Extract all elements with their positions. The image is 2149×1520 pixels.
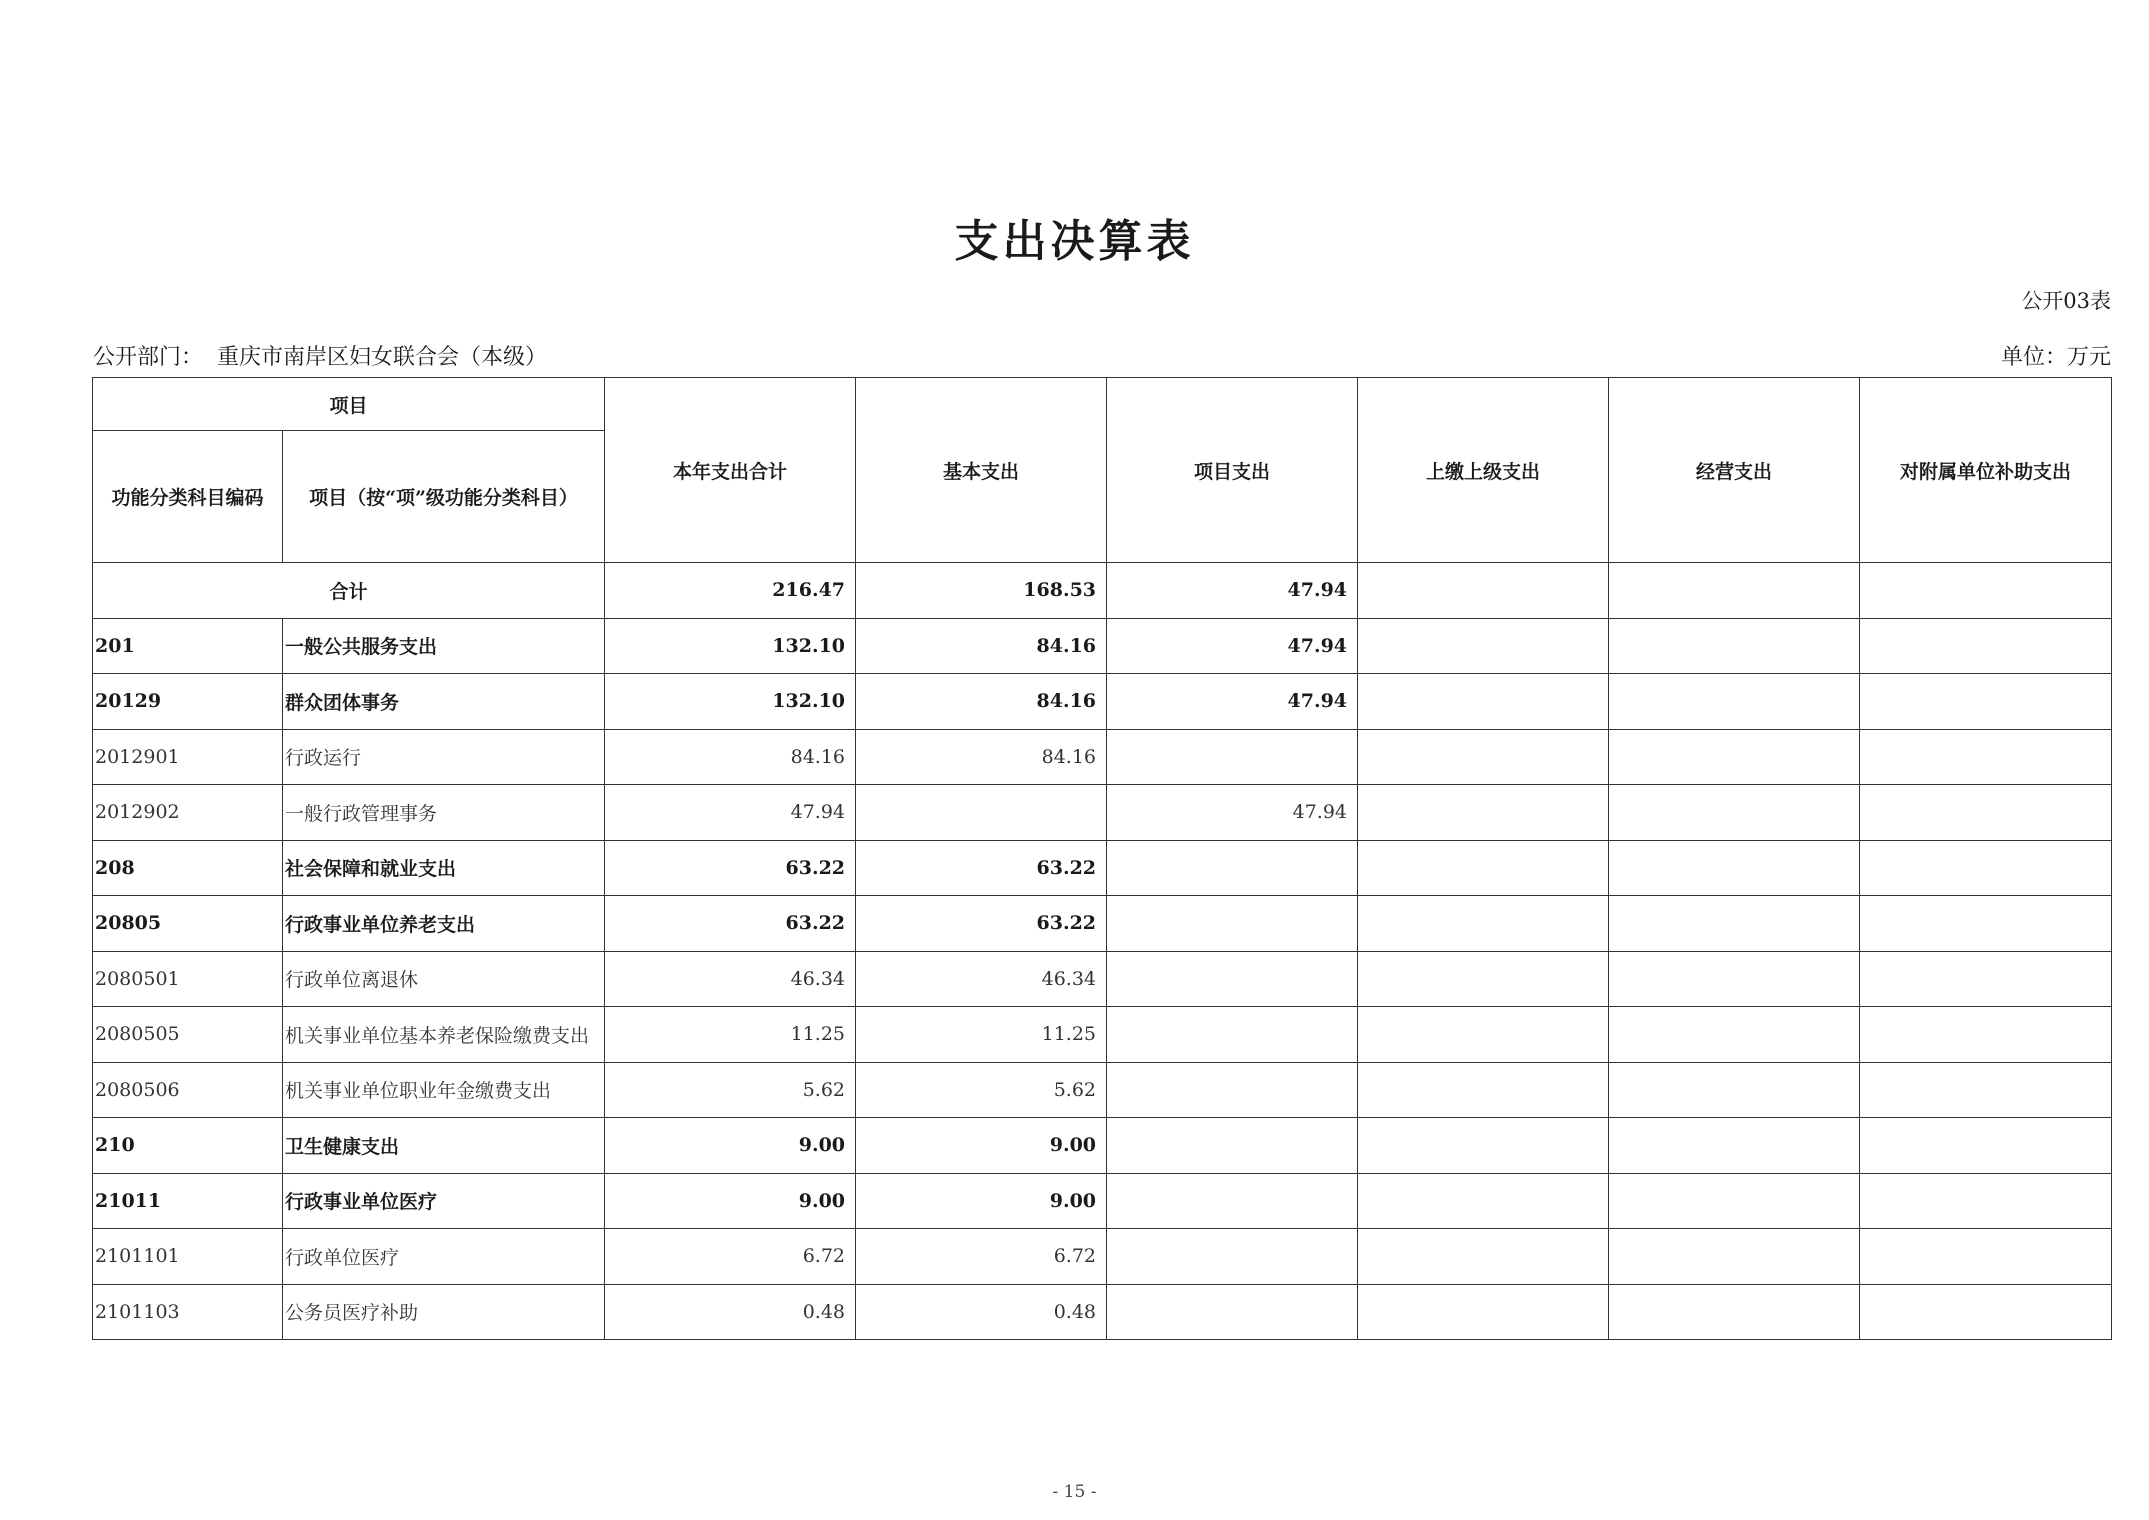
header-code: 功能分类科目编码 bbox=[93, 431, 283, 563]
table-row bbox=[93, 1229, 2112, 1285]
row-subsidy bbox=[1860, 729, 2112, 785]
row-subsidy bbox=[1860, 1118, 2112, 1174]
table-row bbox=[93, 951, 2112, 1007]
row-code: 2012902 bbox=[93, 785, 283, 841]
header-name: 项目（按“项”级功能分类科目） bbox=[283, 431, 605, 563]
row-project bbox=[1107, 729, 1358, 785]
row-project bbox=[1107, 1062, 1358, 1118]
row-name: 行政运行 bbox=[283, 729, 605, 785]
row-basic: 6.72 bbox=[856, 1229, 1107, 1285]
row-subsidy bbox=[1860, 840, 2112, 896]
row-business bbox=[1609, 618, 1860, 674]
row-code: 201 bbox=[93, 618, 283, 674]
row-upper bbox=[1358, 1062, 1609, 1118]
table-row bbox=[93, 674, 2112, 730]
row-business bbox=[1609, 674, 1860, 730]
row-project bbox=[1107, 1173, 1358, 1229]
row-upper bbox=[1358, 1284, 1609, 1340]
row-business bbox=[1609, 1062, 1860, 1118]
department-name: 重庆市南岸区妇女联合会（本级） bbox=[217, 345, 548, 370]
row-upper bbox=[1358, 1118, 1609, 1174]
row-code: 2101103 bbox=[93, 1284, 283, 1340]
row-business bbox=[1609, 1118, 1860, 1174]
table-row bbox=[93, 896, 2112, 952]
row-name: 卫生健康支出 bbox=[283, 1118, 605, 1174]
total-row bbox=[93, 563, 2112, 619]
row-subsidy bbox=[1860, 1062, 2112, 1118]
row-basic: 11.25 bbox=[856, 1007, 1107, 1063]
row-name: 机关事业单位职业年金缴费支出 bbox=[283, 1062, 605, 1118]
row-basic: 5.62 bbox=[856, 1062, 1107, 1118]
row-name: 行政事业单位养老支出 bbox=[283, 896, 605, 952]
row-code: 20129 bbox=[93, 674, 283, 730]
department-line bbox=[93, 340, 547, 371]
row-business bbox=[1609, 1007, 1860, 1063]
table-row bbox=[93, 1007, 2112, 1063]
row-project bbox=[1107, 840, 1358, 896]
expenditure-table bbox=[92, 377, 2112, 1340]
row-project bbox=[1107, 1284, 1358, 1340]
row-upper bbox=[1358, 1007, 1609, 1063]
row-subsidy bbox=[1860, 951, 2112, 1007]
header-basic: 基本支出 bbox=[856, 378, 1107, 563]
table-row bbox=[93, 1118, 2112, 1174]
row-upper bbox=[1358, 951, 1609, 1007]
header-subsidy: 对附属单位补助支出 bbox=[1860, 378, 2112, 563]
row-name: 社会保障和就业支出 bbox=[283, 840, 605, 896]
row-project bbox=[1107, 1118, 1358, 1174]
row-project bbox=[1107, 1229, 1358, 1285]
header-total: 本年支出合计 bbox=[605, 378, 856, 563]
row-total: 0.48 bbox=[605, 1284, 856, 1340]
row-basic: 84.16 bbox=[856, 674, 1107, 730]
row-name: 机关事业单位基本养老保险缴费支出 bbox=[283, 1007, 605, 1063]
row-name: 一般公共服务支出 bbox=[283, 618, 605, 674]
page-title: 支出决算表 bbox=[954, 216, 1195, 267]
row-total: 6.72 bbox=[605, 1229, 856, 1285]
table-row bbox=[93, 1173, 2112, 1229]
row-basic: 0.48 bbox=[856, 1284, 1107, 1340]
row-total: 84.16 bbox=[605, 729, 856, 785]
total-subsidy bbox=[1860, 563, 2112, 619]
row-total: 132.10 bbox=[605, 618, 856, 674]
row-basic: 84.16 bbox=[856, 618, 1107, 674]
row-name: 群众团体事务 bbox=[283, 674, 605, 730]
row-subsidy bbox=[1860, 674, 2112, 730]
row-name: 行政事业单位医疗 bbox=[283, 1173, 605, 1229]
form-number: 公开03表 bbox=[2021, 289, 2111, 313]
row-business bbox=[1609, 729, 1860, 785]
row-basic: 63.22 bbox=[856, 840, 1107, 896]
row-project: 47.94 bbox=[1107, 618, 1358, 674]
row-code: 2080506 bbox=[93, 1062, 283, 1118]
row-total: 9.00 bbox=[605, 1118, 856, 1174]
row-total: 132.10 bbox=[605, 674, 856, 730]
row-project bbox=[1107, 951, 1358, 1007]
row-total: 63.22 bbox=[605, 896, 856, 952]
row-basic: 9.00 bbox=[856, 1173, 1107, 1229]
header-project: 项目 bbox=[93, 378, 605, 431]
row-business bbox=[1609, 1173, 1860, 1229]
row-upper bbox=[1358, 840, 1609, 896]
row-code: 2012901 bbox=[93, 729, 283, 785]
row-subsidy bbox=[1860, 1229, 2112, 1285]
total-business bbox=[1609, 563, 1860, 619]
row-code: 2080501 bbox=[93, 951, 283, 1007]
row-subsidy bbox=[1860, 1284, 2112, 1340]
row-business bbox=[1609, 1229, 1860, 1285]
row-name: 一般行政管理事务 bbox=[283, 785, 605, 841]
row-total: 46.34 bbox=[605, 951, 856, 1007]
row-project bbox=[1107, 1007, 1358, 1063]
row-total: 5.62 bbox=[605, 1062, 856, 1118]
row-code: 208 bbox=[93, 840, 283, 896]
total-project: 47.94 bbox=[1107, 563, 1358, 619]
row-code: 2101101 bbox=[93, 1229, 283, 1285]
row-upper bbox=[1358, 896, 1609, 952]
table-row bbox=[93, 729, 2112, 785]
row-total: 63.22 bbox=[605, 840, 856, 896]
row-upper bbox=[1358, 1173, 1609, 1229]
row-subsidy bbox=[1860, 896, 2112, 952]
table-row bbox=[93, 1284, 2112, 1340]
row-subsidy bbox=[1860, 1007, 2112, 1063]
page-number: - 15 - bbox=[1052, 1482, 1097, 1502]
row-code: 21011 bbox=[93, 1173, 283, 1229]
header-business: 经营支出 bbox=[1609, 378, 1860, 563]
row-basic: 9.00 bbox=[856, 1118, 1107, 1174]
total-label: 合计 bbox=[93, 563, 605, 619]
row-basic bbox=[856, 785, 1107, 841]
row-name: 行政单位离退休 bbox=[283, 951, 605, 1007]
row-upper bbox=[1358, 785, 1609, 841]
table-row bbox=[93, 840, 2112, 896]
row-project: 47.94 bbox=[1107, 785, 1358, 841]
row-upper bbox=[1358, 1229, 1609, 1285]
row-business bbox=[1609, 840, 1860, 896]
header-project-expense: 项目支出 bbox=[1107, 378, 1358, 563]
table-row bbox=[93, 618, 2112, 674]
row-total: 11.25 bbox=[605, 1007, 856, 1063]
row-code: 210 bbox=[93, 1118, 283, 1174]
row-code: 2080505 bbox=[93, 1007, 283, 1063]
row-code: 20805 bbox=[93, 896, 283, 952]
row-project bbox=[1107, 896, 1358, 952]
row-project: 47.94 bbox=[1107, 674, 1358, 730]
row-basic: 63.22 bbox=[856, 896, 1107, 952]
row-total: 9.00 bbox=[605, 1173, 856, 1229]
row-subsidy bbox=[1860, 618, 2112, 674]
row-basic: 84.16 bbox=[856, 729, 1107, 785]
department-label: 公开部门： bbox=[93, 345, 204, 370]
row-business bbox=[1609, 951, 1860, 1007]
row-subsidy bbox=[1860, 785, 2112, 841]
total-upper bbox=[1358, 563, 1609, 619]
row-business bbox=[1609, 896, 1860, 952]
row-business bbox=[1609, 785, 1860, 841]
total-total: 216.47 bbox=[605, 563, 856, 619]
table-row bbox=[93, 1062, 2112, 1118]
row-upper bbox=[1358, 729, 1609, 785]
header-upper: 上缴上级支出 bbox=[1358, 378, 1609, 563]
total-basic: 168.53 bbox=[856, 563, 1107, 619]
table-row bbox=[93, 785, 2112, 841]
row-business bbox=[1609, 1284, 1860, 1340]
row-name: 行政单位医疗 bbox=[283, 1229, 605, 1285]
row-name: 公务员医疗补助 bbox=[283, 1284, 605, 1340]
unit-label: 单位：万元 bbox=[2000, 345, 2111, 370]
row-upper bbox=[1358, 618, 1609, 674]
row-basic: 46.34 bbox=[856, 951, 1107, 1007]
row-subsidy bbox=[1860, 1173, 2112, 1229]
row-total: 47.94 bbox=[605, 785, 856, 841]
row-upper bbox=[1358, 674, 1609, 730]
